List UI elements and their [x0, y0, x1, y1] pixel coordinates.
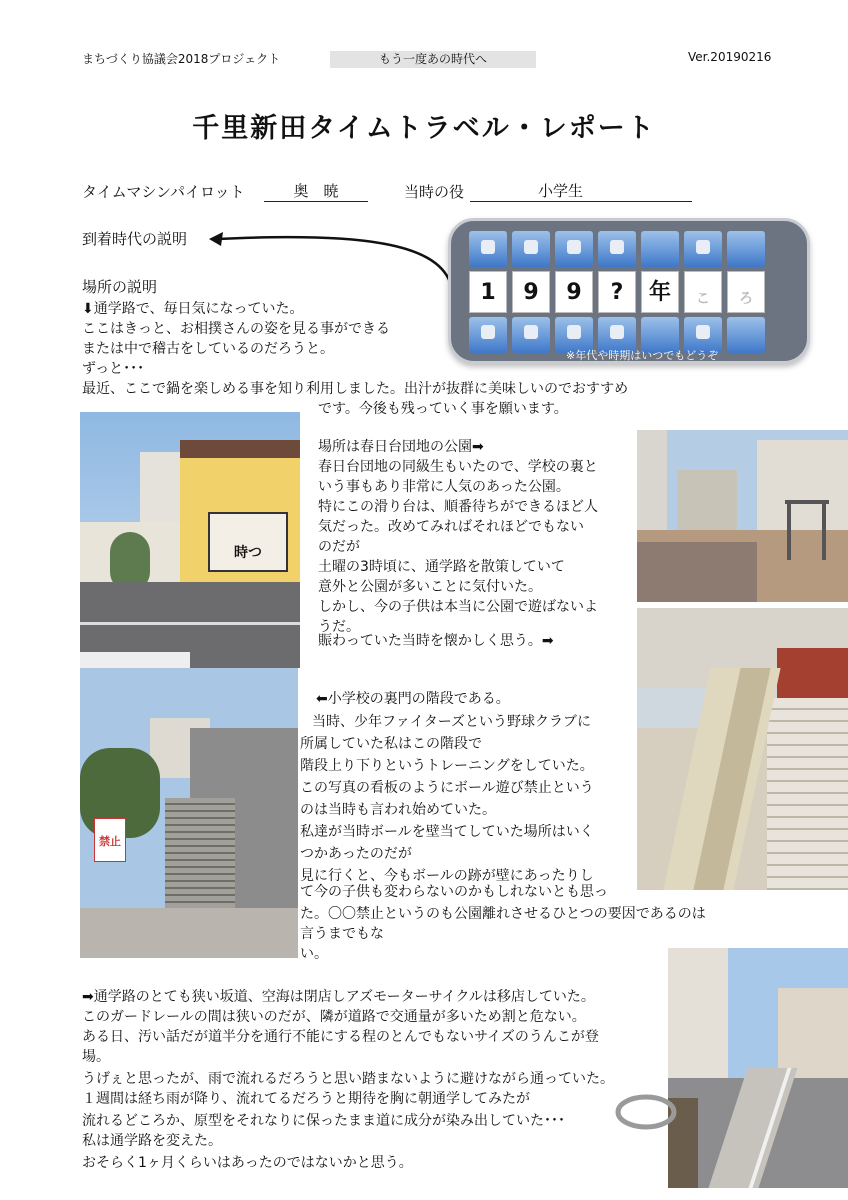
up-key[interactable] — [598, 231, 636, 267]
intro-line: ここはきっと、お相撲さんの姿を見る事ができる — [82, 321, 390, 337]
stairs-line: た。〇〇禁止というのも公園離れさせるひとつの要因であるのは — [300, 906, 706, 922]
place-label: 場所の説明 — [82, 278, 158, 296]
down-key[interactable] — [512, 317, 550, 353]
photo-narrow-road — [668, 948, 848, 1188]
role-label: 当時の役 — [404, 183, 465, 201]
arrow-up-icon — [696, 240, 710, 254]
photo-stairs — [80, 668, 298, 958]
down-key[interactable] — [469, 317, 507, 353]
blank-key — [641, 231, 679, 267]
blank-key — [727, 231, 765, 267]
park-line: 場所は春日台団地の公園➡ — [318, 439, 484, 455]
arrival-label: 到着時代の説明 — [82, 230, 188, 248]
road-line: 流れるどころか、原型をそれなりに保ったまま道に成分が染み出していた･･･ — [82, 1113, 565, 1129]
road-line: このガードレールの間は狭いのだが、隣が道路で交通量が多いため割と危ない。 — [82, 1009, 586, 1025]
arrow-down-icon — [567, 325, 581, 339]
park-line: いう事もあり非常に人気のあった公園。 — [318, 479, 570, 495]
time-machine-note: ※年代や時期はいつでもどうぞ — [566, 349, 719, 362]
photo-slide — [637, 608, 848, 890]
project-name: まちづくり協議会2018プロジェクト — [82, 52, 281, 66]
intro-line: または中で稽古をしているのだろうと。 — [82, 341, 334, 357]
arrow-down-icon — [481, 325, 495, 339]
park-line: のだが — [318, 539, 360, 555]
arrow-down-icon — [610, 325, 624, 339]
road-line: ある日、汚い話だが道半分を通行不能にする程のとんでもないサイズのうんこが登 — [82, 1029, 599, 1045]
park-line: 意外と公園が多いことに気付いた。 — [318, 579, 542, 595]
arrow-up-icon — [610, 240, 624, 254]
road-line: ➡通学路のとても狭い坂道、空海は閉店しアズモーターサイクルは移店していた。 — [82, 989, 595, 1005]
stairs-line: この写真の看板のようにボール遊び禁止という — [300, 780, 594, 796]
version-label: Ver.20190216 — [688, 50, 772, 64]
stairs-line: い。 — [300, 946, 328, 962]
road-line: 場。 — [82, 1049, 110, 1065]
time-machine-widget — [448, 218, 810, 364]
up-key[interactable] — [469, 231, 507, 267]
stairs-line: のは当時も言われ始めていた。 — [300, 802, 496, 818]
park-line: 賑わっていた当時を懐かしく思う。➡ — [318, 633, 554, 649]
no-ball-sign: 禁止 — [94, 818, 126, 862]
stairs-line: 所属していた私はこの階段で — [300, 736, 482, 752]
road-line: うげぇと思ったが、雨で流れるだろうと思い踏まないように避けながら通っていた。 — [82, 1071, 614, 1087]
intro-line: ずっと･･･ — [82, 361, 145, 377]
restaurant-sign: 時つ — [208, 512, 288, 572]
year-char: 年 — [641, 271, 679, 313]
photo-sumo-restaurant — [80, 412, 300, 668]
road-line: おそらく1ヶ月くらいはあったのではないかと思う。 — [82, 1155, 413, 1171]
up-key[interactable] — [512, 231, 550, 267]
ko-char: こ — [684, 271, 722, 313]
digit-3: 9 — [555, 271, 593, 313]
digit-4: ? — [598, 271, 636, 313]
arrow-icon — [205, 224, 455, 284]
intro-line: 最近、ここで鍋を楽しめる事を知り利用しました。出汁が抜群に美味しいのでおすすめ — [82, 381, 629, 397]
stairs-line: 私達が当時ボールを壁当てしていた場所はいく — [300, 824, 594, 840]
pilot-label: タイムマシンパイロット — [82, 183, 245, 201]
photo-park — [637, 430, 848, 602]
page-title: 千里新田タイムトラベル・レポート — [192, 113, 656, 144]
stairs-line: 当時、少年ファイターズという野球クラブに — [312, 714, 592, 730]
stairs-line: 階段上り下りというトレーニングをしていた。 — [300, 758, 594, 774]
arrow-down-icon — [524, 325, 538, 339]
road-line: １週間は経ち雨が降り、流れてるだろうと期待を胸に朝通学してみたが — [82, 1091, 530, 1107]
park-line: 特にこの滑り台は、順番待ちができるほど人 — [318, 499, 598, 515]
arrow-up-icon — [524, 240, 538, 254]
intro-line: です。今後も残っていく事を願います。 — [318, 401, 568, 417]
stairs-line: 言うまでもな — [300, 926, 384, 942]
park-line: 気だった。改めてみればそれほどでもない — [318, 519, 584, 535]
up-key[interactable] — [684, 231, 722, 267]
stairs-line: つかあったのだが — [300, 846, 412, 862]
blank-key — [727, 317, 765, 353]
digit-2: 9 — [512, 271, 550, 313]
park-line: 土曜の3時頃に、通学路を散策していて — [318, 559, 565, 575]
ro-char: ろ — [727, 271, 765, 313]
arrow-up-icon — [567, 240, 581, 254]
up-key[interactable] — [555, 231, 593, 267]
arrow-up-icon — [481, 240, 495, 254]
road-line: 私は通学路を変えた。 — [82, 1133, 222, 1149]
stairs-line: て今の子供も変わらないのかもしれないとも思っ — [300, 884, 608, 900]
intro-line: ⬇通学路で、毎日気になっていた。 — [82, 301, 304, 317]
arrow-down-icon — [696, 325, 710, 339]
subtitle-box: もう一度あの時代へ — [330, 51, 536, 68]
stairs-line: 見に行くと、今もボールの跡が壁にあったりし — [300, 868, 594, 884]
ring-decoration — [608, 1090, 678, 1134]
park-line: うだ。 — [318, 619, 360, 635]
park-line: 春日台団地の同級生もいたので、学校の裏と — [318, 459, 598, 475]
pilot-name: 奥 暁 — [264, 182, 368, 202]
stairs-line: ⬅小学校の裏門の階段である。 — [316, 691, 510, 707]
digit-1: 1 — [469, 271, 507, 313]
role-value: 小学生 — [470, 182, 692, 202]
park-line: しかし、今の子供は本当に公園で遊ばないよ — [318, 599, 598, 615]
